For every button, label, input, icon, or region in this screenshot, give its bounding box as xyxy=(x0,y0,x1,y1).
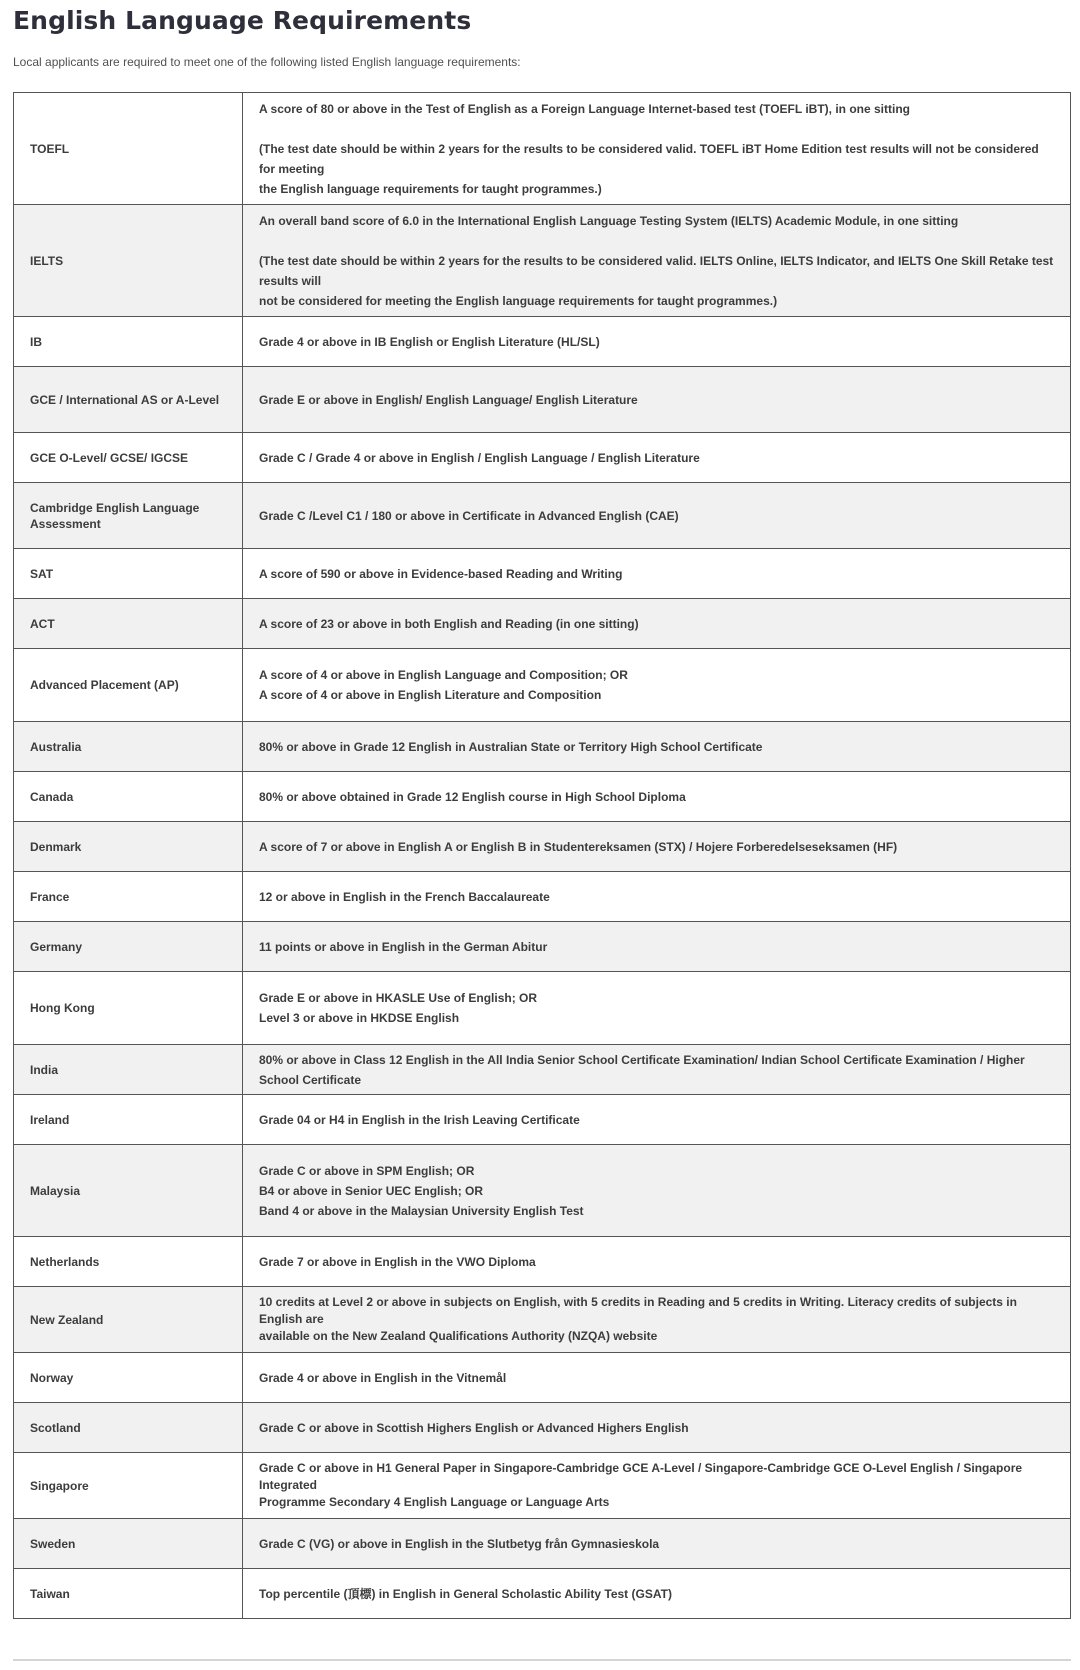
requirement-detail xyxy=(243,1145,1071,1237)
table-row xyxy=(14,1403,1071,1453)
requirement-line: Grade 04 or H4 in English in the Irish Leaving Certificate xyxy=(259,1112,580,1127)
requirement-detail xyxy=(243,1403,1071,1453)
requirement-detail xyxy=(243,922,1071,972)
requirement-detail xyxy=(243,1353,1071,1403)
table-row xyxy=(14,599,1071,649)
requirement-line: 80% or above in Grade 12 English in Australian State or Territory High School Certificate xyxy=(259,739,763,754)
requirement-line: A score of 4 or above in English Language and Composition; OR xyxy=(259,668,628,682)
requirement-name: Malaysia xyxy=(14,1145,243,1237)
requirement-line: A score of 7 or above in English A or English B in Studentereksamen (STX) / Hojere Forberedelseseksamen (HF) xyxy=(259,839,898,854)
table-row xyxy=(14,1353,1071,1403)
requirement-detail xyxy=(243,433,1071,483)
requirement-detail xyxy=(243,93,1071,205)
requirement-line: An overall band score of 6.0 in the International English Language Testing System (IELTS) Academic Module, in one sitting xyxy=(259,213,959,228)
requirements-table xyxy=(13,92,1071,1619)
table-row xyxy=(14,822,1071,872)
table-row xyxy=(14,1569,1071,1619)
requirement-line: A score of 80 or above in the Test of English as a Foreign Language Internet-based test (TOEFL iBT), in one sitting xyxy=(259,101,910,116)
requirement-name: Denmark xyxy=(14,822,243,872)
table-row xyxy=(14,205,1071,317)
requirement-detail xyxy=(243,483,1071,549)
requirement-detail xyxy=(243,772,1071,822)
requirement-line: 11 points or above in English in the German Abitur xyxy=(259,939,548,954)
requirement-detail xyxy=(243,599,1071,649)
requirement-line: 80% or above in Class 12 English in the All India Senior School Certificate Examination/ Indian School Certificate Examination / Higher School Certificate xyxy=(259,1052,1025,1087)
requirement-line: Grade E or above in English/ English Language/ English Literature xyxy=(259,392,638,407)
requirement-detail xyxy=(243,972,1071,1045)
page xyxy=(13,0,1071,1601)
requirement-line: Grade 4 or above in IB English or English Literature (HL/SL) xyxy=(259,334,600,349)
table-row xyxy=(14,93,1071,205)
requirement-name: Norway xyxy=(14,1353,243,1403)
requirement-line: 10 credits at Level 2 or above in subjects on English, with 5 credits in Reading and 5 credits in Writing. Literacy credits of subjects in English are xyxy=(259,1295,1017,1326)
table-row xyxy=(14,1095,1071,1145)
requirement-name: Cambridge English Language Assessment xyxy=(14,483,243,549)
requirement-line: Grade C / Grade 4 or above in English / English Language / English Literature xyxy=(259,450,700,465)
requirement-name: SAT xyxy=(14,549,243,599)
table-row xyxy=(14,872,1071,922)
requirement-detail xyxy=(243,1095,1071,1145)
requirement-line: 12 or above in English in the French Baccalaureate xyxy=(259,889,550,904)
requirement-line: available on the New Zealand Qualifications Authority (NZQA) website xyxy=(259,1329,658,1343)
requirement-line: not be considered for meeting the English language requirements for taught programmes.) xyxy=(259,293,778,308)
requirement-name: New Zealand xyxy=(14,1287,243,1353)
table-row xyxy=(14,722,1071,772)
requirement-line: Band 4 or above in the Malaysian University English Test xyxy=(259,1203,584,1218)
requirement-name: Canada xyxy=(14,772,243,822)
requirement-line: Grade 4 or above in English in the Vitnemål xyxy=(259,1370,507,1385)
requirement-line: Top percentile (頂標) in English in General Scholastic Ability Test (GSAT) xyxy=(259,1586,672,1601)
requirement-name: Germany xyxy=(14,922,243,972)
requirement-line: Grade C or above in SPM English; OR xyxy=(259,1163,475,1178)
intro-text: Local applicants are required to meet one of the following listed English language requirements: xyxy=(13,55,521,69)
table-row xyxy=(14,433,1071,483)
table-row xyxy=(14,1453,1071,1519)
table-row xyxy=(14,317,1071,367)
page-title: English Language Requirements xyxy=(13,6,472,35)
requirement-detail xyxy=(243,549,1071,599)
requirement-line: the English language requirements for taught programmes.) xyxy=(259,181,602,196)
requirement-detail xyxy=(243,1237,1071,1287)
requirement-name: Singapore xyxy=(14,1453,243,1519)
requirement-line: Grade E or above in HKASLE Use of English; OR xyxy=(259,991,538,1005)
requirement-detail xyxy=(243,1045,1071,1095)
requirement-line: Grade C or above in Scottish Highers English or Advanced Highers English xyxy=(259,1420,689,1435)
requirement-line: 80% or above obtained in Grade 12 English course in High School Diploma xyxy=(259,789,686,804)
requirement-detail xyxy=(243,1569,1071,1619)
requirement-name: India xyxy=(14,1045,243,1095)
requirement-name: Australia xyxy=(14,722,243,772)
requirement-detail xyxy=(243,649,1071,722)
requirement-line: A score of 23 or above in both English and Reading (in one sitting) xyxy=(259,616,639,631)
table-row xyxy=(14,1237,1071,1287)
table-row xyxy=(14,1287,1071,1353)
requirement-detail xyxy=(243,822,1071,872)
requirement-detail xyxy=(243,1287,1071,1353)
requirement-line: A score of 590 or above in Evidence-based Reading and Writing xyxy=(259,566,623,581)
requirement-line: Grade C /Level C1 / 180 or above in Certificate in Advanced English (CAE) xyxy=(259,508,679,523)
table-row xyxy=(14,1045,1071,1095)
table-row xyxy=(14,922,1071,972)
requirement-detail xyxy=(243,1453,1071,1519)
requirement-name: ACT xyxy=(14,599,243,649)
table-row xyxy=(14,549,1071,599)
requirement-line: Grade 7 or above in English in the VWO Diploma xyxy=(259,1254,536,1269)
requirement-line: Grade C (VG) or above in English in the Slutbetyg från Gymnasieskola xyxy=(259,1536,660,1551)
requirement-detail xyxy=(243,872,1071,922)
requirement-detail xyxy=(243,1519,1071,1569)
table-row xyxy=(14,772,1071,822)
requirement-name: GCE / International AS or A-Level xyxy=(14,367,243,433)
requirement-name: Advanced Placement (AP) xyxy=(14,649,243,722)
requirement-line: Grade C or above in H1 General Paper in Singapore-Cambridge GCE A-Level / Singapore-Cambridge GCE O-Level English / Singapore Integrated xyxy=(259,1461,1023,1492)
requirement-name: TOEFL xyxy=(14,93,243,205)
requirement-name: Ireland xyxy=(14,1095,243,1145)
requirement-line: (The test date should be within 2 years for the results to be considered valid. TOEFL iBT Home Edition test results will not be considered for meeting xyxy=(259,141,1039,176)
requirement-name: GCE O-Level/ GCSE/ IGCSE xyxy=(14,433,243,483)
requirements-table-body xyxy=(14,93,1071,1619)
requirement-detail xyxy=(243,722,1071,772)
table-row xyxy=(14,972,1071,1045)
requirement-name: France xyxy=(14,872,243,922)
requirement-line: A score of 4 or above in English Literature and Composition xyxy=(259,688,602,702)
paragraph-gap xyxy=(259,119,1054,139)
requirement-name: Netherlands xyxy=(14,1237,243,1287)
requirement-detail xyxy=(243,317,1071,367)
table-row xyxy=(14,1145,1071,1237)
requirement-name: IB xyxy=(14,317,243,367)
requirement-line: B4 or above in Senior UEC English; OR xyxy=(259,1183,484,1198)
table-row xyxy=(14,367,1071,433)
requirement-detail xyxy=(243,205,1071,317)
requirement-line: Programme Secondary 4 English Language or Language Arts xyxy=(259,1495,610,1509)
requirement-detail xyxy=(243,367,1071,433)
table-row xyxy=(14,649,1071,722)
table-row xyxy=(14,483,1071,549)
requirement-name: Hong Kong xyxy=(14,972,243,1045)
divider xyxy=(13,1659,1071,1661)
table-row xyxy=(14,1519,1071,1569)
requirement-line: (The test date should be within 2 years for the results to be considered valid. IELTS Online, IELTS Indicator, and IELTS One Skill Retake test results will xyxy=(259,253,1054,288)
requirement-name: Taiwan xyxy=(14,1569,243,1619)
paragraph-gap xyxy=(259,231,1054,251)
requirement-name: Scotland xyxy=(14,1403,243,1453)
requirement-line: Level 3 or above in HKDSE English xyxy=(259,1011,460,1025)
requirement-name: IELTS xyxy=(14,205,243,317)
requirement-name: Sweden xyxy=(14,1519,243,1569)
